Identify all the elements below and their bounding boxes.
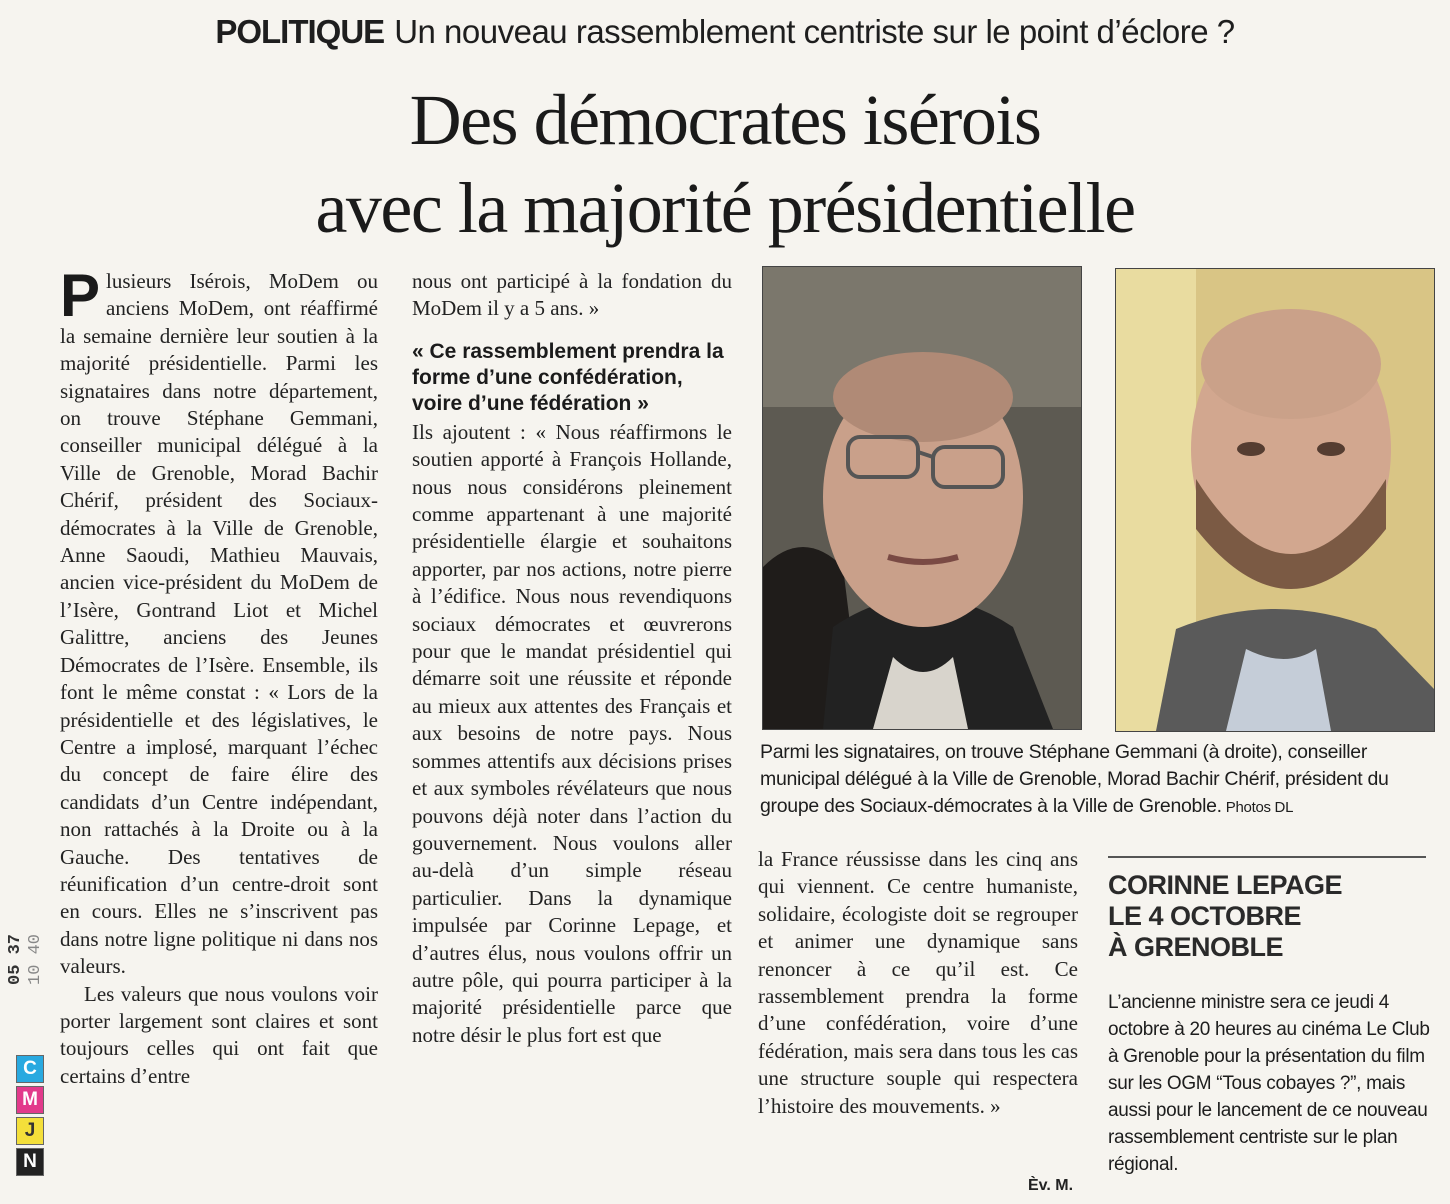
- caption-text: Parmi les signataires, on trouve Stéphane Gemmani (à droite), conseiller municipal délégué à la Ville de Grenoble, Morad Bachir Chérif, président du groupe des Sociaux-démocrates à la Ville de Grenoble.: [760, 741, 1389, 817]
- cmjn-m: M: [16, 1086, 44, 1114]
- cmjn-c: C: [16, 1055, 44, 1083]
- article-column-2: [412, 268, 732, 1049]
- paragraph-4: Ils ajoutent : « Nous réaffirmons le soutien apporté à François Hollande, nous nous considérons pleinement comme appartenant à une majorité présidentielle élargie et souhaitons apporter, par nos actions, notre pierre à l’édifice. Nous nous revendiquons sociaux démocrates et œuvrerons pour que le mandat présidentiel qui démarre soit une réussite et réponde au mieux aux attentes des Français et aux besoins de notre pays. Nous sommes attentifs aux décisions prises et aux symboles révélateurs que nous pouvons déjà noter dans l’action du gouvernement. Nous voulons aller au-delà d’un simple réseau particulier. Dans la dynamique impulsée par Corinne Lepage, et d’autres élus, nous voulons offrir un autre pôle, qui pourra participer à la majorité présidentielle parce que notre désir le plus fort est que: [412, 419, 732, 1047]
- cmjn-n: N: [16, 1148, 44, 1176]
- headline-line-2: avec la majorité présidentielle: [315, 168, 1135, 248]
- paragraph-5: la France réussisse dans les cinq ans qui viennent. Ce centre humaniste, solidaire, écologiste doit se regrouper et animer une dynamique sans renoncer à ce qu’il est. Ce rassemblement prendra la forme d’une confédération, voire d’une fédération, mais sera dans tous les cas une structure souple qui respectera l’histoire des mouvements. »: [758, 847, 1078, 1118]
- print-stamp-a: 05 37: [6, 933, 25, 985]
- sidebar-text: L’ancienne ministre sera ce jeudi 4 octobre à 20 heures au cinéma Le Club à Grenoble pour la présentation du film sur les OGM “Tous cobayes ?”, mais aussi pour le lancement de ce nouveau rassemblement centriste sur le plan régional.: [1108, 992, 1430, 1175]
- sidebar-box: [1108, 856, 1433, 1178]
- headline-line-1: Des démocrates isérois: [409, 80, 1041, 160]
- cmjn-j: J: [16, 1117, 44, 1145]
- paragraph-3: nous ont participé à la fondation du MoDem il y a 5 ans. »: [412, 269, 732, 321]
- photo-credit: Photos DL: [1225, 799, 1294, 816]
- paragraph-1: lusieurs Isérois, MoDem ou anciens MoDem, ont réaffirmé la semaine dernière leur soutien à la majorité présidentielle. Parmi les signataires dans notre département, on trouve Stéphane Gemmani, conseiller municipal délégué à la Ville de Grenoble, Morad Bachir Chérif, président des Sociaux-démocrates à la Ville de Grenoble, Anne Saoudi, Mathieu Mauvais, ancien vice-président du MoDem de l’Isère, Gontrand Liot et Michel Galittre, anciens des Jeunes Démocrates de l’Isère. Ensemble, ils font le même constat : « Lors de la présidentielle et des législatives, le Centre a implosé, marquant l’échec du concept de faire élire des candidats d’un Centre indépendant, non rattachés à la Droite ou à la Gauche. Des tentatives de réunification d’un centre-droit sont en cours. Elles ne s’inscrivent pas dans notre ligne politique ni dans nos valeurs.: [60, 269, 378, 979]
- headline: [0, 76, 1450, 252]
- cmjn-color-marks: [16, 1055, 44, 1179]
- kicker-rubric: POLITIQUE: [215, 13, 385, 50]
- kicker: [0, 10, 1450, 54]
- article-column-3: [758, 846, 1078, 1120]
- article-column-1: [60, 262, 378, 1090]
- photo-morad-bachir-cherif: [762, 266, 1082, 730]
- kicker-text: Un nouveau rassemblement centriste sur le point d’éclore ?: [394, 13, 1235, 50]
- sidebar-title: CORINNE LEPAGE LE 4 OCTOBRE À GRENOBLE: [1108, 870, 1343, 962]
- paragraph-2: Les valeurs que nous voulons voir porter largement sont claires et sont toujours celles qui ont fait que certains d’entre: [60, 981, 378, 1088]
- print-stamp-b: 10 40: [26, 933, 45, 985]
- dropcap: P: [60, 262, 101, 329]
- photo-caption: [760, 739, 1440, 821]
- intertitle: « Ce rassemblement prendra la forme d’une confédération, voire d’une fédération »: [412, 339, 724, 415]
- photo-stephane-gemmani: [1115, 268, 1435, 732]
- sidebar-rule: [1108, 856, 1426, 858]
- author-signature: Èv. M.: [1028, 1177, 1074, 1194]
